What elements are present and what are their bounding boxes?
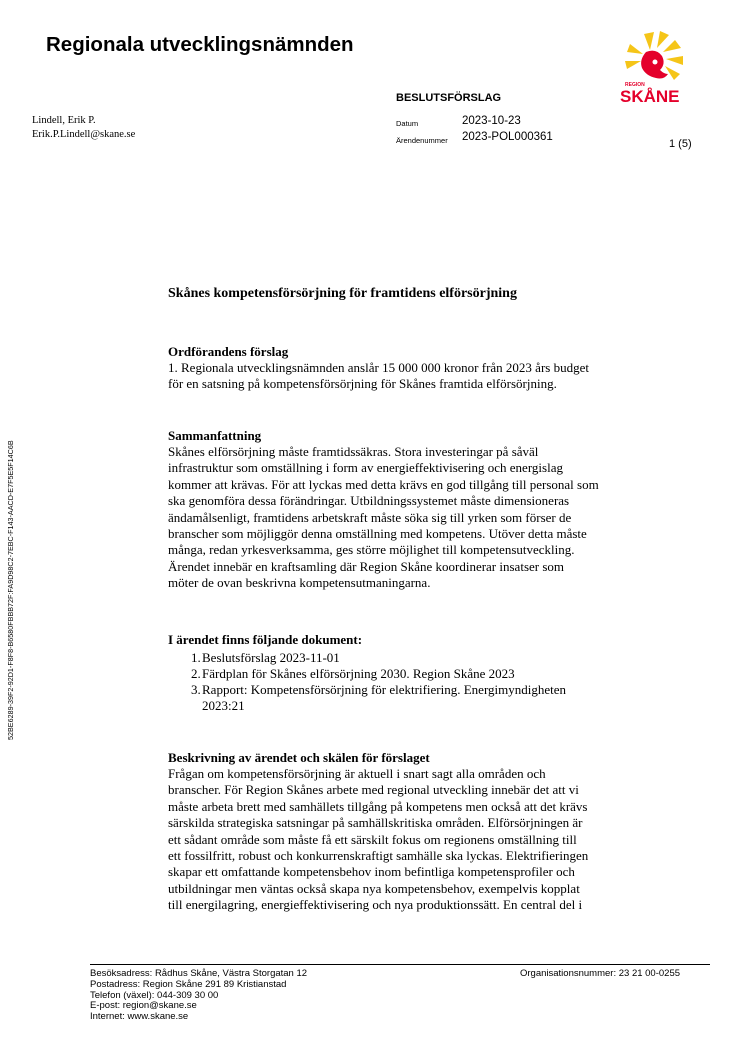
description-heading: Beskrivning av ärendet och skälen för förslaget [168, 750, 430, 765]
logo-ray [657, 31, 669, 48]
date-value: 2023-10-23 [462, 115, 521, 127]
logo-ray [625, 61, 641, 69]
list-item-text: Färdplan för Skånes elförsörjning 2030. Region Skåne 2023 [202, 666, 515, 681]
case-number-value: 2023-POL000361 [462, 131, 553, 143]
date-label: Datum [396, 119, 419, 128]
logo-eye [653, 60, 658, 65]
logo-big-text: SKÅNE [620, 87, 680, 104]
author-email: Erik.P.Lindell@skane.se [32, 129, 136, 140]
list-item-text: Beslutsförslag 2023-11-01 [202, 650, 340, 665]
logo-ray [663, 40, 681, 52]
list-item-number: 2. [191, 666, 201, 681]
list-item [191, 650, 661, 666]
documents-list [191, 650, 661, 714]
list-item [191, 666, 661, 682]
description-text: Frågan om kompetensförsörjning är aktuell i snart sagt alla områden och branscher. För Region Skånes arbete med regional utveckling innebär det att vi måste arbeta brett med samhällets tillgång på kompetens men också att det krävs särskilda strategiska satsningar på samhällskritiska områden. Elförsörjningen är ett sådant område som måste få ett särskilt fokus om regionens omställning till ett fossilfritt, robust och konkurrenskraftigt samhälle ska lyckas. Elektrifieringen skapar ett omfattande kompetensbehov inom befintliga kompetensprofiler och utbildningar men väntas också skapa nya kompetensbehov, exempelvis kopplat till energilagring, energieffektivisering och nya produktionssätt. En central del i [168, 766, 589, 913]
document-type: BESLUTSFÖRSLAG [396, 92, 502, 104]
author-block [32, 114, 135, 142]
footer-org-number: Organisationsnummer: 23 21 00-0255 [520, 968, 681, 979]
region-skane-logo [616, 30, 696, 104]
page-number: 1 (5) [669, 138, 692, 150]
side-id-text: 52BE6289-39F2-92D1-F8F8-B6580FBBB72F:FA9D98C2-7EBC-F143-AACD-E7F5E5F14C6B [6, 440, 15, 740]
author-name: Lindell, Erik P. [32, 115, 96, 126]
footer-postal-address: Postadress: Region Skåne 291 89 Kristianstad [90, 978, 287, 990]
list-item-text: Rapport: Kompetensförsörjning för elektrifiering. Energimyndigheten 2023:21 [202, 682, 567, 713]
committee-title: Regionala utvecklingsnämnden [46, 33, 354, 56]
list-item-number: 3. [191, 682, 201, 697]
list-item [191, 682, 661, 714]
footer-visit-address: Besöksadress: Rådhus Skåne, Västra Storgatan 12 [90, 968, 308, 979]
logo-ray [644, 32, 654, 50]
side-document-id [2, 410, 18, 740]
document-title: Skånes kompetensförsörjning för framtidens elförsörjning [168, 286, 517, 301]
footer-divider [90, 964, 710, 965]
summary-text: Skånes elförsörjning måste framtidssäkras. Stora investeringar på såväl infrastruktur som omställning i form av energieffektivisering och energislag kommer att krävas. För att lyckas med detta krävs en god tillgång till personal som ska genomföra dessa förändringar. Utbildningssystemet måste dimensioneras ändamålsenligt, framtidens arbetskraft måste söka sig till yrken som förser de branscher som möjliggör denna omställning med kompetens. Utöver detta måste många, redan yrkesverksamma, ges större möjlighet till kompetensutveckling. Ärendet innebär en kraftsamling där Region Skåne koordinerar insatser som möter de ovan beskrivna kompetensutmaningarna. [168, 444, 599, 591]
proposal-heading: Ordförandens förslag [168, 344, 289, 359]
logo-small-text: REGION [625, 82, 645, 88]
proposal-text: 1. Regionala utvecklingsnämnden anslår 15 000 000 kronor från 2023 års budget för en satsning på kompetensförsörjning för Skånes framtida elförsörjning. [168, 360, 589, 392]
logo-ray [665, 66, 680, 80]
summary-heading: Sammanfattning [168, 428, 262, 443]
footer-phone: Telefon (växel): 044-309 30 00 [90, 989, 219, 1001]
case-number-label: Ärendenummer [396, 136, 448, 145]
side-id-graphic [2, 410, 18, 740]
documents-heading: I ärendet finns följande dokument: [168, 632, 363, 647]
logo-ray [666, 56, 683, 65]
logo-griffin [641, 51, 668, 79]
footer-internet: Internet: www.skane.se [90, 1011, 189, 1023]
logo-ray [627, 44, 643, 54]
footer-contact [90, 969, 307, 1023]
list-item-number: 1. [191, 650, 201, 665]
footer-email: E-post: region@skane.se [90, 1000, 197, 1012]
logo-graphic [616, 30, 696, 104]
